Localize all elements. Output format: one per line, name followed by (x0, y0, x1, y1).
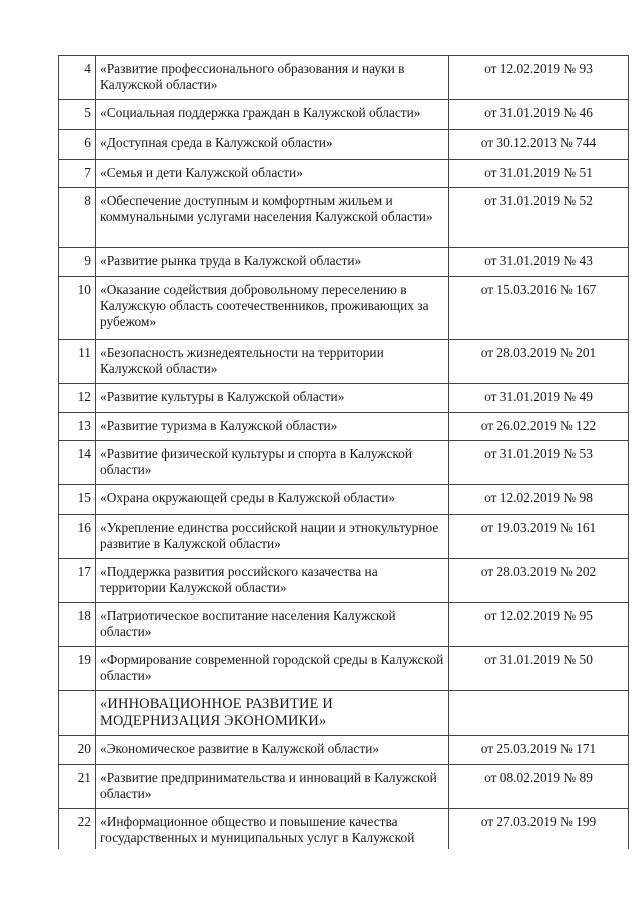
row-number: 20 (59, 736, 96, 765)
program-name: «Поддержка развития российского казачества на территории Калужской области» (96, 559, 449, 603)
program-name: «Развитие предпринимательства и инноваций в Калужской области» (96, 765, 449, 809)
resolution-ref: от 26.02.2019 № 122 (449, 413, 629, 441)
table-row (59, 485, 629, 515)
table-row (59, 441, 629, 485)
program-name: «Информационное общество и повышение качества государственных и муниципальных услуг в Калужской (96, 809, 449, 850)
program-name: «Обеспечение доступным и комфортным жильем и коммунальными услугами населения Калужской области» (96, 188, 449, 248)
program-name: «Формирование современной городской среды в Калужской области» (96, 647, 449, 691)
row-number: 4 (59, 56, 96, 100)
program-name: «Развитие культуры в Калужской области» (96, 384, 449, 413)
table-row (59, 413, 629, 441)
resolution-ref: от 31.01.2019 № 53 (449, 441, 629, 485)
table-row (59, 809, 629, 850)
row-number: 10 (59, 277, 96, 340)
table-row (59, 765, 629, 809)
resolution-ref: от 27.03.2019 № 199 (449, 809, 629, 850)
row-number: 15 (59, 485, 96, 515)
resolution-ref: от 25.03.2019 № 171 (449, 736, 629, 765)
table-row (59, 384, 629, 413)
row-number: 19 (59, 647, 96, 691)
resolution-ref: от 28.03.2019 № 202 (449, 559, 629, 603)
table-row (59, 736, 629, 765)
program-name: «Патриотическое воспитание населения Калужской области» (96, 603, 449, 647)
resolution-ref: от 31.01.2019 № 50 (449, 647, 629, 691)
programs-table (58, 55, 629, 849)
program-name: «Оказание содействия добровольному переселению в Калужскую область соотечественников, проживающих за рубежом» (96, 277, 449, 340)
program-name: «Безопасность жизнедеятельности на территории Калужской области» (96, 340, 449, 384)
table-row (59, 188, 629, 248)
row-number: 17 (59, 559, 96, 603)
resolution-ref: от 08.02.2019 № 89 (449, 765, 629, 809)
resolution-ref: от 19.03.2019 № 161 (449, 515, 629, 559)
table-row (59, 56, 629, 100)
row-number: 6 (59, 130, 96, 160)
table-row (59, 515, 629, 559)
table-row (59, 100, 629, 130)
table-row (59, 559, 629, 603)
table-row (59, 340, 629, 384)
program-name: «Развитие туризма в Калужской области» (96, 413, 449, 441)
program-name: «Доступная среда в Калужской области» (96, 130, 449, 160)
program-name: «Семья и дети Калужской области» (96, 160, 449, 188)
row-number: 5 (59, 100, 96, 130)
table-row (59, 248, 629, 277)
row-number: 21 (59, 765, 96, 809)
table-row (59, 603, 629, 647)
program-name: «Развитие физической культуры и спорта в Калужской области» (96, 441, 449, 485)
program-name: «Охрана окружающей среды в Калужской области» (96, 485, 449, 515)
resolution-ref-empty (449, 691, 629, 736)
row-number: 16 (59, 515, 96, 559)
row-number: 8 (59, 188, 96, 248)
resolution-ref: от 31.01.2019 № 46 (449, 100, 629, 130)
section-title: «ИННОВАЦИОННОЕ РАЗВИТИЕ И МОДЕРНИЗАЦИЯ ЭКОНОМИКИ» (96, 691, 449, 736)
row-number: 14 (59, 441, 96, 485)
resolution-ref: от 31.01.2019 № 52 (449, 188, 629, 248)
row-number-empty (59, 691, 96, 736)
program-name: «Укрепление единства российской нации и этнокультурное развитие в Калужской области» (96, 515, 449, 559)
program-name: «Социальная поддержка граждан в Калужской области» (96, 100, 449, 130)
resolution-ref: от 12.02.2019 № 93 (449, 56, 629, 100)
table-row (59, 130, 629, 160)
section-row (59, 691, 629, 736)
program-name: «Развитие профессионального образования и науки в Калужской области» (96, 56, 449, 100)
row-number: 9 (59, 248, 96, 277)
table-row (59, 647, 629, 691)
resolution-ref: от 28.03.2019 № 201 (449, 340, 629, 384)
row-number: 12 (59, 384, 96, 413)
table-row (59, 277, 629, 340)
resolution-ref: от 31.01.2019 № 49 (449, 384, 629, 413)
program-name: «Развитие рынка труда в Калужской области» (96, 248, 449, 277)
resolution-ref: от 15.03.2016 № 167 (449, 277, 629, 340)
resolution-ref: от 12.02.2019 № 98 (449, 485, 629, 515)
resolution-ref: от 30.12.2013 № 744 (449, 130, 629, 160)
resolution-ref: от 31.01.2019 № 51 (449, 160, 629, 188)
row-number: 13 (59, 413, 96, 441)
resolution-ref: от 12.02.2019 № 95 (449, 603, 629, 647)
row-number: 18 (59, 603, 96, 647)
row-number: 11 (59, 340, 96, 384)
row-number: 22 (59, 809, 96, 850)
resolution-ref: от 31.01.2019 № 43 (449, 248, 629, 277)
row-number: 7 (59, 160, 96, 188)
table-row (59, 160, 629, 188)
program-name: «Экономическое развитие в Калужской области» (96, 736, 449, 765)
